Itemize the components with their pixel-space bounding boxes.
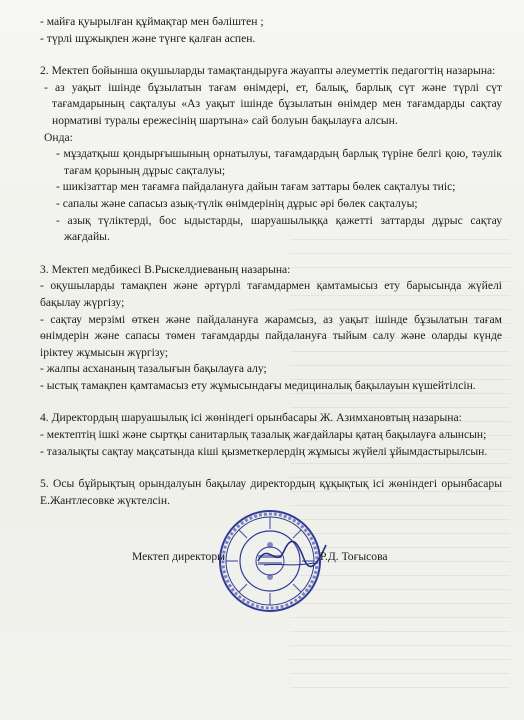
section-4-item: - тазалықты сақтау мақсатында кіші қызметкерлердің жұмысы жүйелі ұйымдастырылсын.	[40, 444, 488, 458]
handwritten-signature-icon	[254, 533, 330, 573]
text-line: - түрлі шұжықпен және түнге қалған аспен.	[40, 31, 256, 45]
signature-block	[40, 531, 502, 591]
signatory-title: Мектеп директоры	[132, 550, 225, 564]
text-line: - майға қуырылған құймақтар мен бәліштен ;	[40, 15, 264, 28]
section-3-heading: 3. Мектеп медбикесі В.Рыскелдиеваның назарына:	[40, 262, 291, 276]
section-2-subitem: - азық түліктерді, бос ыдыстарды, шаруашылыққа қажетті заттарды дұрыс сақтау жағдайы.	[56, 213, 502, 244]
section-4-item: - мектептің ішкі және сыртқы санитарлық тазалық жағдайлары қатаң бақылауға алынсын;	[40, 428, 487, 442]
section-2-heading: 2. Мектеп бойынша оқушыларды тамақтандыруға жауапты әлеуметтік педагогтің назарына:	[40, 64, 496, 78]
section-3-item: - ыстық тамақпен қамтамасыз ету жұмысындағы медициналық бақылауын күшейтілсін.	[40, 378, 476, 392]
section-2-subitem: - шикізаттар мен тағамға пайдалануға дайын тағам заттары бөлек сақталуы тиіс;	[56, 180, 456, 194]
section-3-item: - сақтау мерзімі өткен және пайдалануға жарамсыз, аз уақыт ішінде бұзылатын тағам өнімдерін және сапасы төмен тағамдарды пайдалануға тыйым салу және оларды күнде іріктеу жұмысын жүргізу;	[40, 312, 502, 359]
section-2-item: - аз уақыт ішінде бұзылатын тағам өнімдері, ет, балық, барлық сүт және түрлі сүт тағамдарының сақталуы «Аз уақыт ішінде бұзылатын өнімдер мен тағамдарды сақтау нормативі туралы ережесінің шартына» сай болуын бақылауға алсын.	[44, 80, 502, 127]
section-2-subitem: - сапалы және сапасыз азық-түлік өнімдерінің дұрыс әрі бөлек сақталуы;	[56, 196, 418, 210]
section-5-text: 5. Осы бұйрықтың орындалуын бақылау директордың құқықтық ісі жөніндегі орынбасары Е.Жантлесовке жүктелсін.	[40, 477, 502, 507]
section-4-heading: 4. Директордың шаруашылық ісі жөніндегі орынбасары Ж. Азимхановтың назарына:	[40, 411, 462, 425]
section-2-onda: Онда:	[44, 130, 73, 144]
section-2-subitem: - мұздатқыш қондырғышының орнатылуы, тағамдардың барлық түріне белгі қою, тәулік тағам қорының дұрыс сақталуы;	[56, 147, 502, 177]
signatory-name: Р.Д. Тоғысова	[320, 550, 388, 564]
section-3-item: - жалпы асхананың тазалығын бақылауға алу;	[40, 362, 267, 376]
section-3-item: - оқушыларды тамақпен және әртүрлі тағамдармен қамтамысыз ету барысында жүйелі бақылау жүргізу;	[40, 279, 502, 309]
